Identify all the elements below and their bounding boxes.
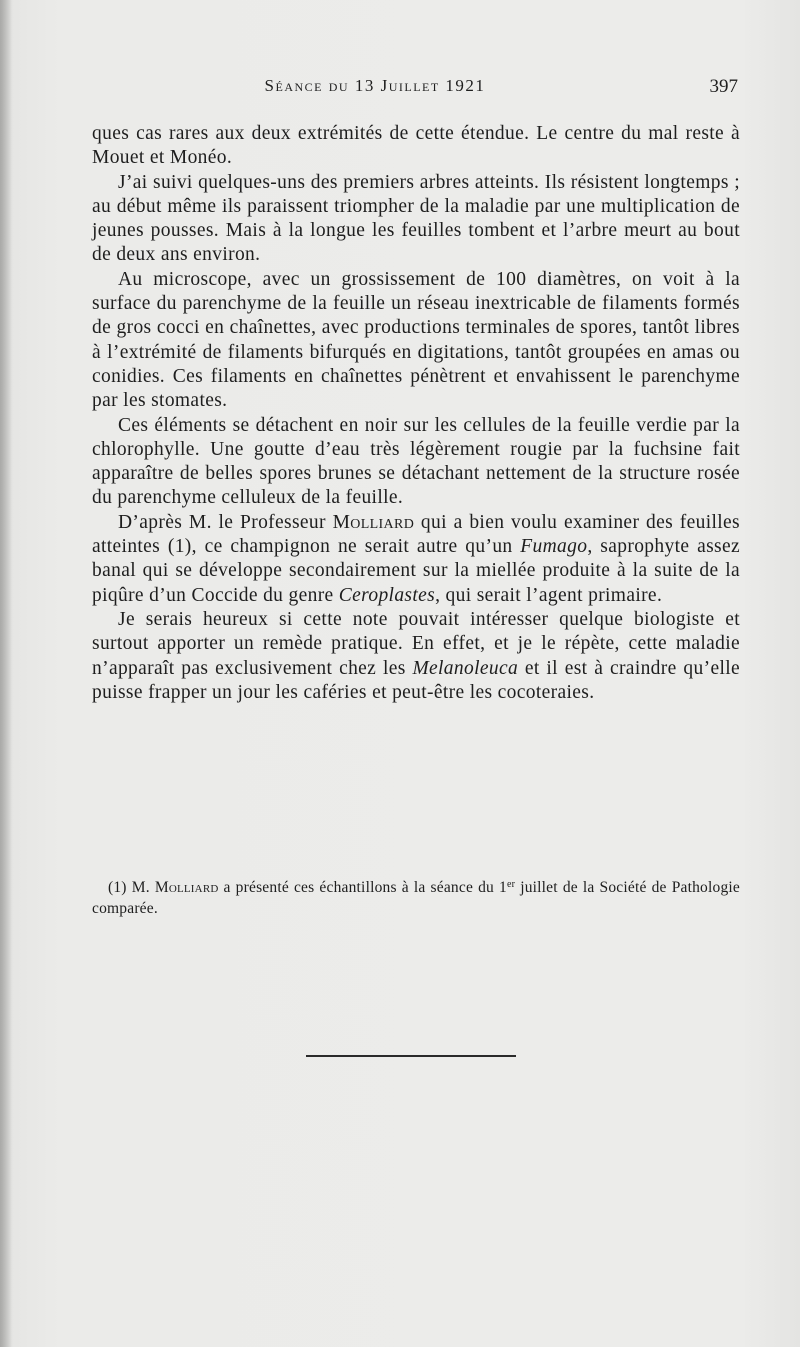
binding-shadow	[0, 0, 12, 1347]
page-number: 397	[709, 76, 738, 97]
footnote-superscript: er	[506, 879, 516, 890]
running-title: Séance du 13 Juillet 1921	[264, 76, 486, 95]
paragraph-6-text-1: Je serais heureux si cette note pouvait intéresser quelque biologiste et surtout apporter un remède pratique. En effet, et je le répète, cette maladie n’apparaît pas exclusivement chez les	[92, 608, 740, 679]
author-name: Molliard	[332, 511, 415, 533]
footnote-text-1: a présenté ces échantillons à la séance du 1	[218, 879, 507, 896]
paragraph-5-text-4: , qui serait l’agent primaire.	[435, 584, 663, 606]
footnote	[92, 874, 740, 919]
footnote-text-2: juillet de la Société de Pathologie comparée.	[92, 879, 740, 917]
paragraph-3: Au microscope, avec un grossissement de 100 diamètres, on voit à la surface du parenchyme de la feuille un réseau inextricable de filaments formés de gros cocci en chaînettes, avec productions terminales de spores, tantôt libres à l’extrémité de filaments bifurqués en digitations, tantôt groupées en amas ou conidies. Ces filaments en chaînettes pénètrent et envahissent le parenchyme par les stomates.	[92, 268, 740, 412]
paragraph-6-text-2: et il est à craindre qu’elle puisse frapper un jour les caféries et peut-être les cocoteraies.	[92, 657, 740, 703]
genus-melanoleuca: Melanoleuca	[412, 657, 519, 679]
closing-rule	[306, 1055, 516, 1057]
paragraph-6	[92, 608, 740, 705]
paragraph-2: J’ai suivi quelques-uns des premiers arbres atteints. Ils résistent longtemps ; au début même ils paraissent triompher de la maladie par une multiplication de jeunes pousses. Mais à la longue les feuilles tombent et l’arbre meurt au bout de deux ans environ.	[92, 171, 740, 266]
paragraph-5-text-1: D’après M. le Professeur	[118, 511, 333, 533]
main-text	[92, 122, 740, 705]
footnote-marker: (1) M.	[108, 879, 155, 896]
footnote-author-name: Molliard	[154, 879, 219, 896]
paragraph-4: Ces éléments se détachent en noir sur les cellules de la feuille verdie par la chlorophylle. Une goutte d’eau très légèrement rougie par la fuchsine fait apparaître de belles spores brunes se détachant nettement de la structure rosée du parenchyme celluleux de la feuille.	[92, 414, 740, 509]
paragraph-5	[92, 511, 740, 608]
genus-fumago: Fumago	[520, 536, 588, 558]
paragraph-5-text-3: , saprophyte assez banal qui se développe secondairement sur la miellée produite à la suite de la piqûre d’un Coccide du genre	[92, 536, 740, 606]
genus-ceroplastes: Ceroplastes	[338, 584, 436, 606]
paragraph-5-text-2: qui a bien voulu examiner des feuilles atteintes (1), ce champignon ne serait autre qu’un	[92, 511, 740, 558]
running-head	[92, 76, 740, 102]
paragraph-1: ques cas rares aux deux extrémités de cette étendue. Le centre du mal reste à Mouet et Monéo.	[92, 123, 740, 169]
